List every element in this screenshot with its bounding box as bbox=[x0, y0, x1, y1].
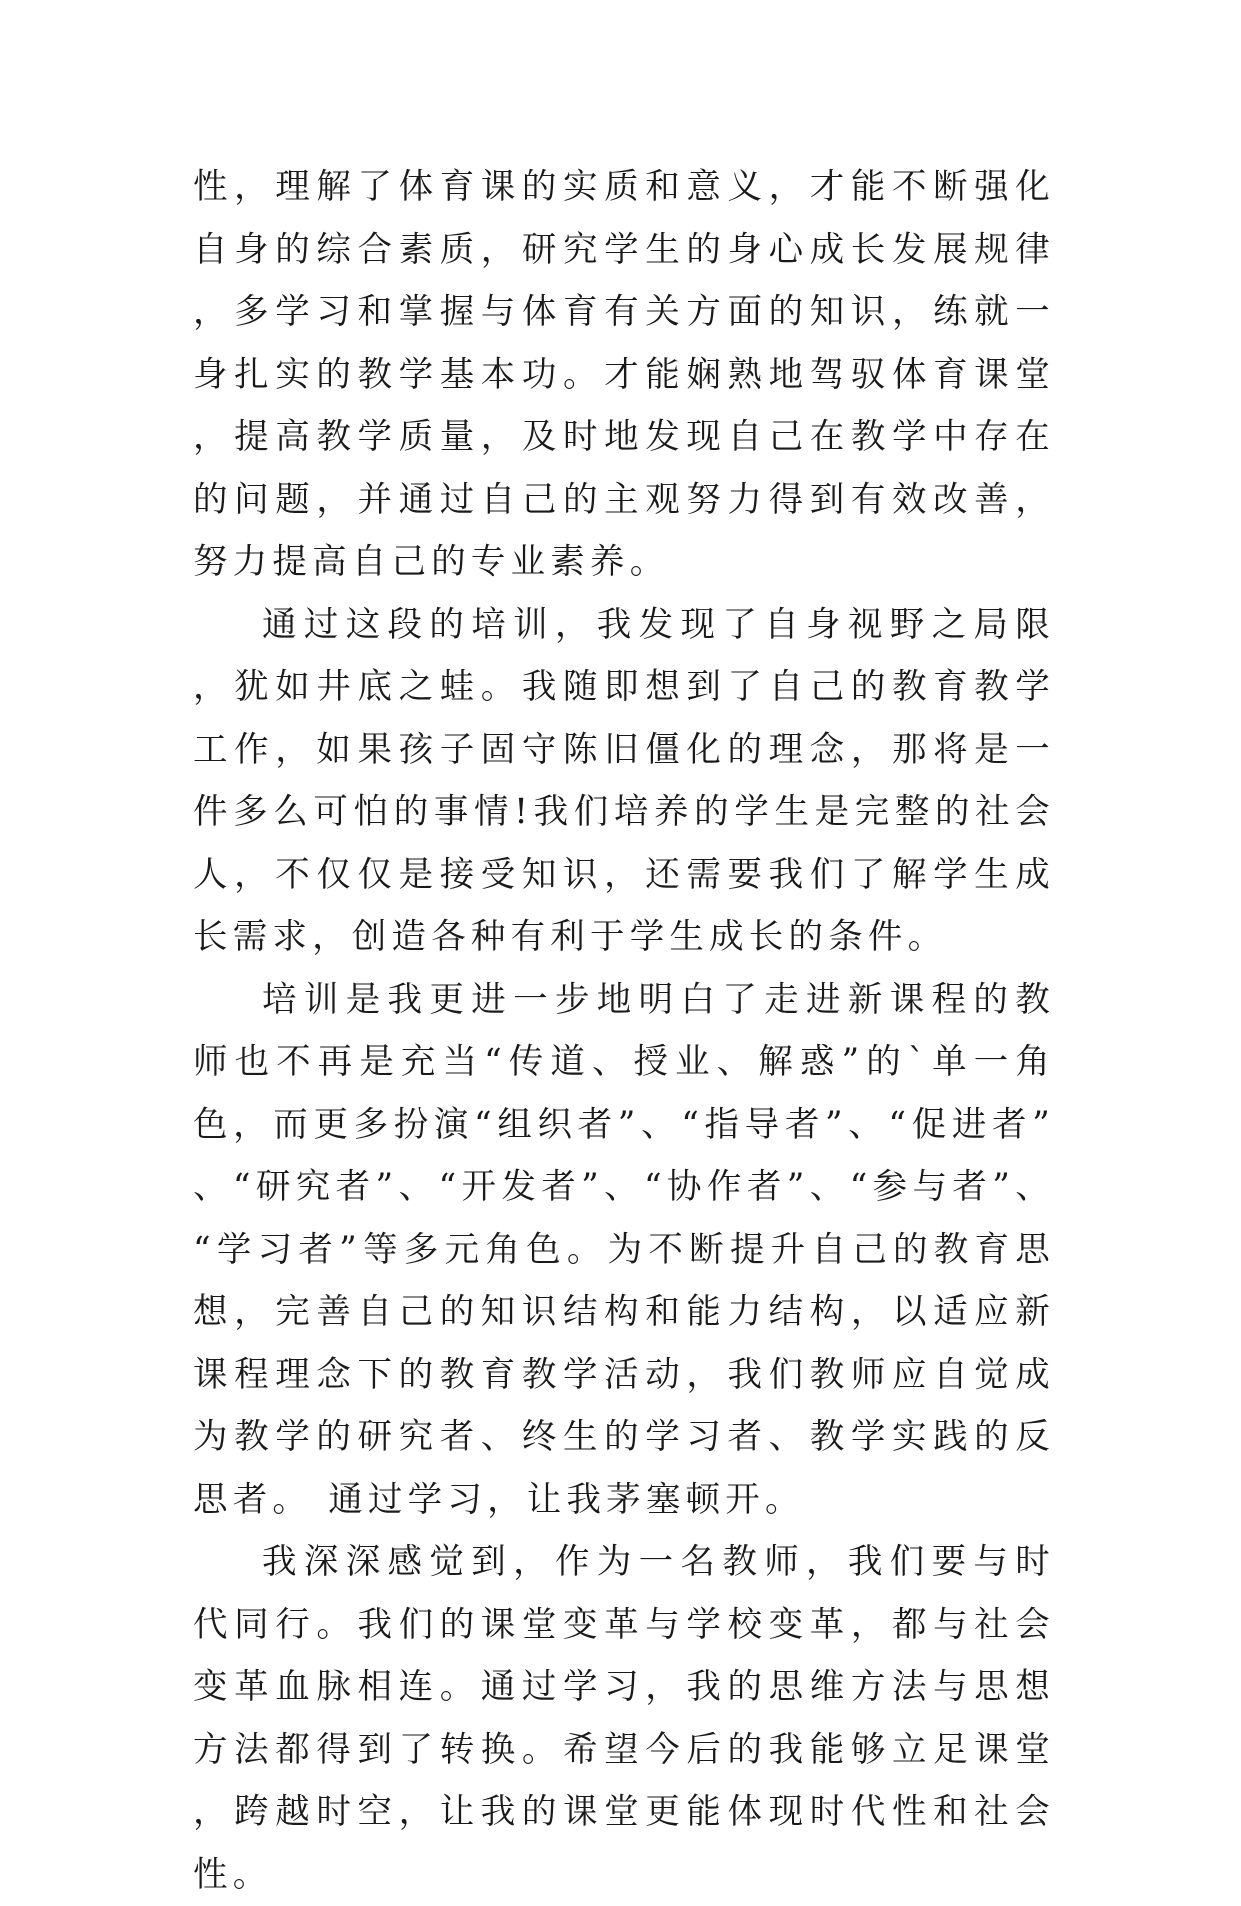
paragraph-2: 通过这段的培训，我发现了自身视野之局限，犹如井底之蛙。我随即想到了自己的教育教学工作，如果孩子固守陈旧僵化的理念，那将是一件多么可怕的事情!我们培养的学生是完整的社会人，不仅仅是接受知识，还需要我们了解学生成长需求，创造各种有利于学生成长的条件。 bbox=[193, 604, 1055, 957]
paragraph-3: 培训是我更进一步地明白了走进新课程的教师也不再是充当“传道、授业、解惑”的`单一角色，而更多扮演“组织者”、“指导者”、“促进者”、“研究者”、“开发者”、“协作者”、“参与者”、“学习者”等多元角色。为不断提升自己的教育思想，完善自己的知识结构和能力结构，以适应新课程理念下的教育教学活动，我们教师应自觉成为教学的研究者、终生的学习者、教学实践的反思者。 通过学习，让我茅塞顿开。 bbox=[193, 979, 1055, 1520]
paragraph-1: 性，理解了体育课的实质和意义，才能不断强化自身的综合素质，研究学生的身心成长发展规律，多学习和掌握与体育有关方面的知识，练就一身扎实的教学基本功。才能娴熟地驾驭体育课堂，提高教学质量，及时地发现自己在教学中存在的问题，并通过自己的主观努力得到有效改善，努力提高自己的专业素养。 bbox=[193, 167, 1055, 582]
body-text bbox=[193, 156, 1055, 1906]
paragraph-4: 我深深感觉到，作为一名教师，我们要与时代同行。我们的课堂变革与学校变革，都与社会变革血脉相连。通过学习，我的思维方法与思想方法都得到了转换。希望今后的我能够立足课堂，跨越时空，让我的课堂更能体现时代性和社会性。 bbox=[193, 1542, 1055, 1895]
